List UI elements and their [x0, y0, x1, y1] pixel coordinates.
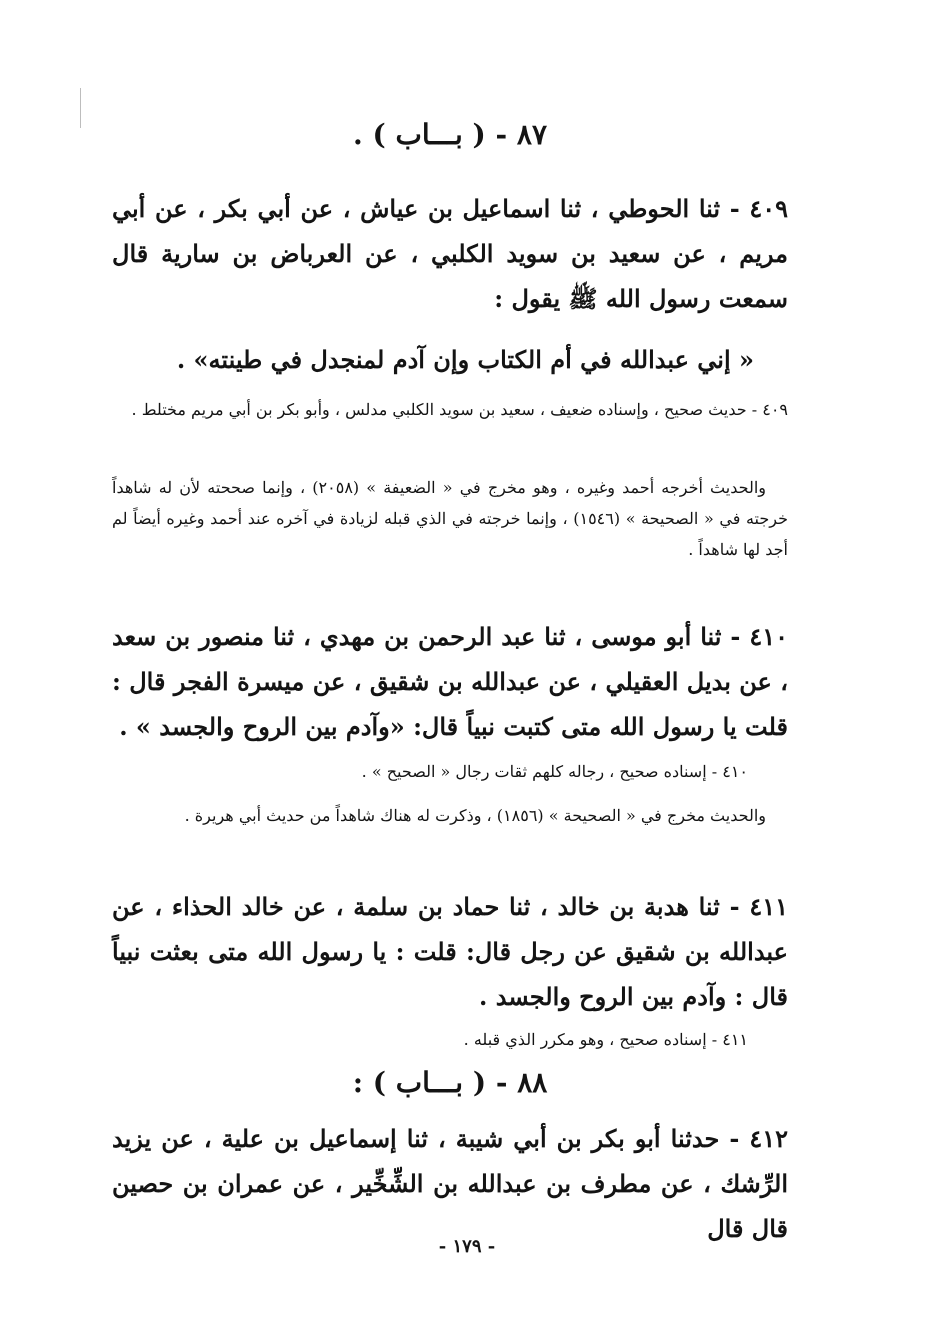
footnote-411-grading: ٤١١ - إسناده صحيح ، وهو مكرر الذي قبله . [463, 1030, 748, 1049]
hadith-410-text: ٤١٠ - ثنا أبو موسى ، ثنا عبد الرحمن بن مهدي ، ثنا منصور بن سعد ، عن بديل العقيلي ، عن عبدالله بن شقيق ، عن ميسرة الفجر قال : قلت يا رسول الله متى كتبت نبياً قال: «وآدم بين الروح والجسد » . [112, 622, 788, 741]
hadith-409-text: ٤٠٩ - ثنا الحوطي ، ثنا اسماعيل بن عياش ، عن أبي بكر ، عن أبي مريم ، عن سعيد بن سويد الكلبي ، عن العرباض بن سارية قال سمعت رسول الله ﷺ يقول : [112, 194, 788, 313]
margin-mark [80, 88, 81, 128]
chapter-heading-87: ٨٧ - ( بـــاب ) . [353, 118, 547, 151]
footnote-409-grading: ٤٠٩ - حديث صحيح ، وإسناده ضعيف ، سعيد بن سويد الكلبي مدلس ، وأبو بكر بن أبي مريم مختلط . [131, 400, 788, 419]
page-number: - ١٧٩ - [438, 1236, 496, 1257]
hadith-409-quote: « إني عبدالله في أم الكتاب وإن آدم لمنجدل في طينته» . [176, 345, 754, 374]
footnote-409-takhrij: والحديث أخرجه أحمد وغيره ، وهو مخرج في « الضعيفة » (٢٠٥٨) ، وإنما صححته لأن له شاهداً خرجته في « الصحيحة » (١٥٤٦) ، وإنما خرجته في الذي قبله لزيادة في آخره عند أحمد وغيره أيضاً لم أجد لها شاهداً . [112, 478, 788, 559]
hadith-412-text: ٤١٢ - حدثنا أبو بكر بن أبي شيبة ، ثنا إسماعيل بن علية ، عن يزيد الرِّشك ، عن مطرف بن عبدالله بن الشِّخِّير ، عن عمران بن حصين قال قال [112, 1124, 788, 1243]
footnote-410-grading: ٤١٠ - إسناده صحيح ، رجاله كلهم ثقات رجال « الصحيح » . [361, 762, 748, 781]
chapter-heading-88: ٨٨ - ( بـــاب ) : [352, 1066, 548, 1099]
hadith-411-text: ٤١١ - ثنا هدبة بن خالد ، ثنا حماد بن سلمة ، عن خالد الحذاء ، عن عبدالله بن شقيق عن رجل قال: قلت : يا رسول الله متى بعثت نبياً قال : وآدم بين الروح والجسد . [112, 892, 788, 1011]
footnote-410-takhrij: والحديث مخرج في « الصحيحة » (١٨٥٦) ، وذكرت له هناك شاهداً من حديث أبي هريرة . [184, 806, 766, 825]
